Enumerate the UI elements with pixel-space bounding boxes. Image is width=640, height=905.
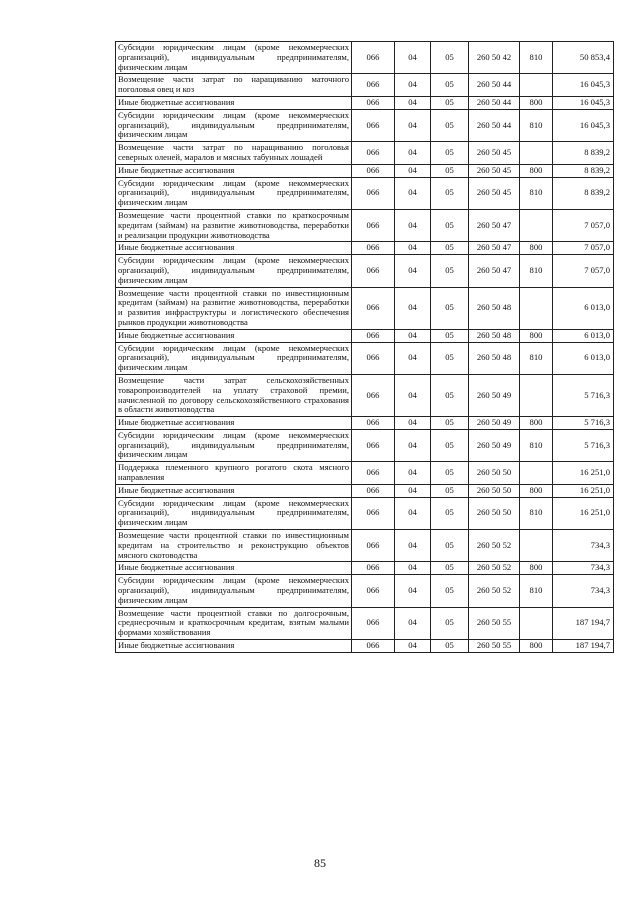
row-target-article-code: 260 50 47 [469, 209, 520, 241]
row-section-code: 04 [395, 209, 431, 241]
row-expense-type-code: 810 [520, 429, 553, 461]
row-target-article-code: 260 50 44 [469, 96, 520, 109]
row-amount: 6 013,0 [553, 329, 614, 342]
row-description: Субсидии юридическим лицам (кроме некоммерческих организаций), индивидуальным предпринимателям, физическим лицам [116, 177, 352, 209]
table-row [116, 329, 614, 342]
row-expense-type-code: 810 [520, 42, 553, 74]
row-amount: 5 716,3 [553, 374, 614, 416]
row-subsection-code: 05 [431, 417, 469, 430]
table-row [116, 109, 614, 141]
row-description: Возмещение части затрат по наращиванию поголовья северных оленей, маралов и мясных табунных лошадей [116, 142, 352, 165]
table-row [116, 342, 614, 374]
row-subsection-code: 05 [431, 342, 469, 374]
row-subsection-code: 05 [431, 287, 469, 329]
row-amount: 734,3 [553, 562, 614, 575]
row-amount: 187 194,7 [553, 607, 614, 639]
table-row [116, 417, 614, 430]
row-description: Иные бюджетные ассигнования [116, 242, 352, 255]
row-expense-type-code [520, 530, 553, 562]
row-amount: 734,3 [553, 575, 614, 607]
row-description: Иные бюджетные ассигнования [116, 484, 352, 497]
row-section-code: 04 [395, 109, 431, 141]
table-row [116, 575, 614, 607]
table-row [116, 42, 614, 74]
row-section-code: 04 [395, 329, 431, 342]
row-expense-type-code: 810 [520, 497, 553, 529]
row-section-code: 04 [395, 562, 431, 575]
row-ministry-code: 066 [352, 287, 395, 329]
row-target-article-code: 260 50 48 [469, 342, 520, 374]
row-expense-type-code: 800 [520, 96, 553, 109]
row-expense-type-code: 800 [520, 562, 553, 575]
row-amount: 8 839,2 [553, 164, 614, 177]
row-expense-type-code: 800 [520, 484, 553, 497]
row-amount: 6 013,0 [553, 287, 614, 329]
row-subsection-code: 05 [431, 484, 469, 497]
row-target-article-code: 260 50 52 [469, 562, 520, 575]
row-description: Возмещение части процентной ставки по инвестиционным кредитам на строительство и реконструкцию объектов мясного скотоводства [116, 530, 352, 562]
row-expense-type-code: 800 [520, 242, 553, 255]
row-target-article-code: 260 50 50 [469, 462, 520, 485]
table-row [116, 530, 614, 562]
row-section-code: 04 [395, 74, 431, 97]
row-subsection-code: 05 [431, 462, 469, 485]
row-description: Возмещение части процентной ставки по долгосрочным, среднесрочным и краткосрочным кредитам, взятым малыми формами хозяйствования [116, 607, 352, 639]
row-section-code: 04 [395, 575, 431, 607]
row-amount: 16 045,3 [553, 109, 614, 141]
row-subsection-code: 05 [431, 109, 469, 141]
row-ministry-code: 066 [352, 209, 395, 241]
row-ministry-code: 066 [352, 242, 395, 255]
row-target-article-code: 260 50 52 [469, 530, 520, 562]
row-section-code: 04 [395, 177, 431, 209]
row-amount: 7 057,0 [553, 242, 614, 255]
row-section-code: 04 [395, 374, 431, 416]
row-amount: 5 716,3 [553, 429, 614, 461]
budget-table [115, 41, 614, 653]
row-description: Возмещение части затрат сельскохозяйственных товаропроизводителей на уплату страховой премии, начисленной по договору сельскохозяйственного страхования в области животноводства [116, 374, 352, 416]
row-section-code: 04 [395, 462, 431, 485]
row-section-code: 04 [395, 607, 431, 639]
row-description: Субсидии юридическим лицам (кроме некоммерческих организаций), индивидуальным предпринимателям, физическим лицам [116, 342, 352, 374]
row-description: Субсидии юридическим лицам (кроме некоммерческих организаций), индивидуальным предпринимателям, физическим лицам [116, 497, 352, 529]
row-subsection-code: 05 [431, 142, 469, 165]
table-row [116, 484, 614, 497]
row-amount: 16 251,0 [553, 462, 614, 485]
row-description: Иные бюджетные ассигнования [116, 417, 352, 430]
row-ministry-code: 066 [352, 607, 395, 639]
row-target-article-code: 260 50 49 [469, 429, 520, 461]
row-subsection-code: 05 [431, 209, 469, 241]
row-expense-type-code [520, 374, 553, 416]
row-ministry-code: 066 [352, 484, 395, 497]
row-description: Субсидии юридическим лицам (кроме некоммерческих организаций), индивидуальным предпринимателям, физическим лицам [116, 575, 352, 607]
row-description: Субсидии юридическим лицам (кроме некоммерческих организаций), индивидуальным предпринимателям, физическим лицам [116, 255, 352, 287]
budget-table-body [116, 42, 614, 653]
row-description: Иные бюджетные ассигнования [116, 329, 352, 342]
row-target-article-code: 260 50 45 [469, 177, 520, 209]
row-amount: 50 853,4 [553, 42, 614, 74]
table-row [116, 96, 614, 109]
row-ministry-code: 066 [352, 96, 395, 109]
row-target-article-code: 260 50 55 [469, 607, 520, 639]
table-row [116, 374, 614, 416]
row-ministry-code: 066 [352, 562, 395, 575]
table-row [116, 607, 614, 639]
row-description: Субсидии юридическим лицам (кроме некоммерческих организаций), индивидуальным предпринимателям, физическим лицам [116, 429, 352, 461]
table-row [116, 164, 614, 177]
row-target-article-code: 260 50 50 [469, 497, 520, 529]
row-subsection-code: 05 [431, 562, 469, 575]
row-target-article-code: 260 50 45 [469, 142, 520, 165]
row-description: Возмещение части процентной ставки по краткосрочным кредитам (займам) на развитие животноводства, переработки и реализации продукции животноводства [116, 209, 352, 241]
row-target-article-code: 260 50 48 [469, 329, 520, 342]
table-row [116, 640, 614, 653]
row-expense-type-code: 810 [520, 575, 553, 607]
row-target-article-code: 260 50 44 [469, 109, 520, 141]
row-ministry-code: 066 [352, 42, 395, 74]
row-amount: 7 057,0 [553, 209, 614, 241]
row-amount: 5 716,3 [553, 417, 614, 430]
row-description: Иные бюджетные ассигнования [116, 96, 352, 109]
row-subsection-code: 05 [431, 242, 469, 255]
row-amount: 187 194,7 [553, 640, 614, 653]
row-ministry-code: 066 [352, 575, 395, 607]
row-amount: 8 839,2 [553, 142, 614, 165]
table-row [116, 242, 614, 255]
table-row [116, 562, 614, 575]
row-expense-type-code [520, 209, 553, 241]
row-subsection-code: 05 [431, 607, 469, 639]
row-expense-type-code: 800 [520, 417, 553, 430]
table-row [116, 142, 614, 165]
row-ministry-code: 066 [352, 109, 395, 141]
row-section-code: 04 [395, 484, 431, 497]
row-subsection-code: 05 [431, 177, 469, 209]
row-section-code: 04 [395, 242, 431, 255]
row-amount: 16 045,3 [553, 96, 614, 109]
row-section-code: 04 [395, 96, 431, 109]
row-description: Иные бюджетные ассигнования [116, 562, 352, 575]
row-ministry-code: 066 [352, 164, 395, 177]
table-row [116, 497, 614, 529]
row-section-code: 04 [395, 429, 431, 461]
row-amount: 16 251,0 [553, 484, 614, 497]
row-section-code: 04 [395, 342, 431, 374]
row-target-article-code: 260 50 50 [469, 484, 520, 497]
row-expense-type-code: 810 [520, 177, 553, 209]
row-description: Возмещение части процентной ставки по инвестиционным кредитам (займам) на развитие животноводства, переработки и развития инфраструктуры и логистического обеспечения рынков продукции животноводства [116, 287, 352, 329]
row-subsection-code: 05 [431, 497, 469, 529]
row-target-article-code: 260 50 48 [469, 287, 520, 329]
row-ministry-code: 066 [352, 255, 395, 287]
row-subsection-code: 05 [431, 42, 469, 74]
row-expense-type-code [520, 607, 553, 639]
row-section-code: 04 [395, 497, 431, 529]
row-target-article-code: 260 50 49 [469, 374, 520, 416]
row-target-article-code: 260 50 45 [469, 164, 520, 177]
row-description: Субсидии юридическим лицам (кроме некоммерческих организаций), индивидуальным предпринимателям, физическим лицам [116, 42, 352, 74]
row-section-code: 04 [395, 417, 431, 430]
row-target-article-code: 260 50 44 [469, 74, 520, 97]
row-target-article-code: 260 50 49 [469, 417, 520, 430]
row-expense-type-code [520, 142, 553, 165]
table-row [116, 209, 614, 241]
row-section-code: 04 [395, 42, 431, 74]
row-description: Иные бюджетные ассигнования [116, 164, 352, 177]
row-amount: 7 057,0 [553, 255, 614, 287]
row-description: Субсидии юридическим лицам (кроме некоммерческих организаций), индивидуальным предпринимателям, физическим лицам [116, 109, 352, 141]
row-ministry-code: 066 [352, 329, 395, 342]
row-subsection-code: 05 [431, 640, 469, 653]
row-target-article-code: 260 50 52 [469, 575, 520, 607]
row-ministry-code: 066 [352, 374, 395, 416]
row-target-article-code: 260 50 55 [469, 640, 520, 653]
table-row [116, 74, 614, 97]
row-subsection-code: 05 [431, 429, 469, 461]
row-amount: 16 045,3 [553, 74, 614, 97]
row-section-code: 04 [395, 164, 431, 177]
row-ministry-code: 066 [352, 429, 395, 461]
row-expense-type-code: 810 [520, 109, 553, 141]
row-section-code: 04 [395, 530, 431, 562]
row-ministry-code: 066 [352, 497, 395, 529]
row-target-article-code: 260 50 42 [469, 42, 520, 74]
row-expense-type-code [520, 74, 553, 97]
row-subsection-code: 05 [431, 374, 469, 416]
row-ministry-code: 066 [352, 640, 395, 653]
row-target-article-code: 260 50 47 [469, 242, 520, 255]
row-subsection-code: 05 [431, 164, 469, 177]
row-section-code: 04 [395, 142, 431, 165]
table-row [116, 255, 614, 287]
row-expense-type-code: 810 [520, 255, 553, 287]
row-subsection-code: 05 [431, 74, 469, 97]
row-ministry-code: 066 [352, 177, 395, 209]
table-row [116, 287, 614, 329]
row-expense-type-code: 810 [520, 342, 553, 374]
row-amount: 6 013,0 [553, 342, 614, 374]
row-ministry-code: 066 [352, 530, 395, 562]
row-description: Возмещение части затрат по наращиванию маточного поголовья овец и коз [116, 74, 352, 97]
table-row [116, 429, 614, 461]
page-number: 85 [314, 856, 326, 870]
row-expense-type-code: 800 [520, 164, 553, 177]
row-subsection-code: 05 [431, 530, 469, 562]
row-subsection-code: 05 [431, 255, 469, 287]
row-ministry-code: 066 [352, 342, 395, 374]
row-amount: 734,3 [553, 530, 614, 562]
row-subsection-code: 05 [431, 329, 469, 342]
row-subsection-code: 05 [431, 575, 469, 607]
row-expense-type-code [520, 462, 553, 485]
row-expense-type-code [520, 287, 553, 329]
row-expense-type-code: 800 [520, 640, 553, 653]
row-target-article-code: 260 50 47 [469, 255, 520, 287]
row-subsection-code: 05 [431, 96, 469, 109]
row-description: Поддержка племенного крупного рогатого скота мясного направления [116, 462, 352, 485]
row-expense-type-code: 800 [520, 329, 553, 342]
row-section-code: 04 [395, 287, 431, 329]
row-section-code: 04 [395, 640, 431, 653]
row-ministry-code: 066 [352, 417, 395, 430]
table-row [116, 177, 614, 209]
row-ministry-code: 066 [352, 142, 395, 165]
row-description: Иные бюджетные ассигнования [116, 640, 352, 653]
row-ministry-code: 066 [352, 74, 395, 97]
row-amount: 16 251,0 [553, 497, 614, 529]
row-ministry-code: 066 [352, 462, 395, 485]
table-row [116, 462, 614, 485]
row-amount: 8 839,2 [553, 177, 614, 209]
row-section-code: 04 [395, 255, 431, 287]
